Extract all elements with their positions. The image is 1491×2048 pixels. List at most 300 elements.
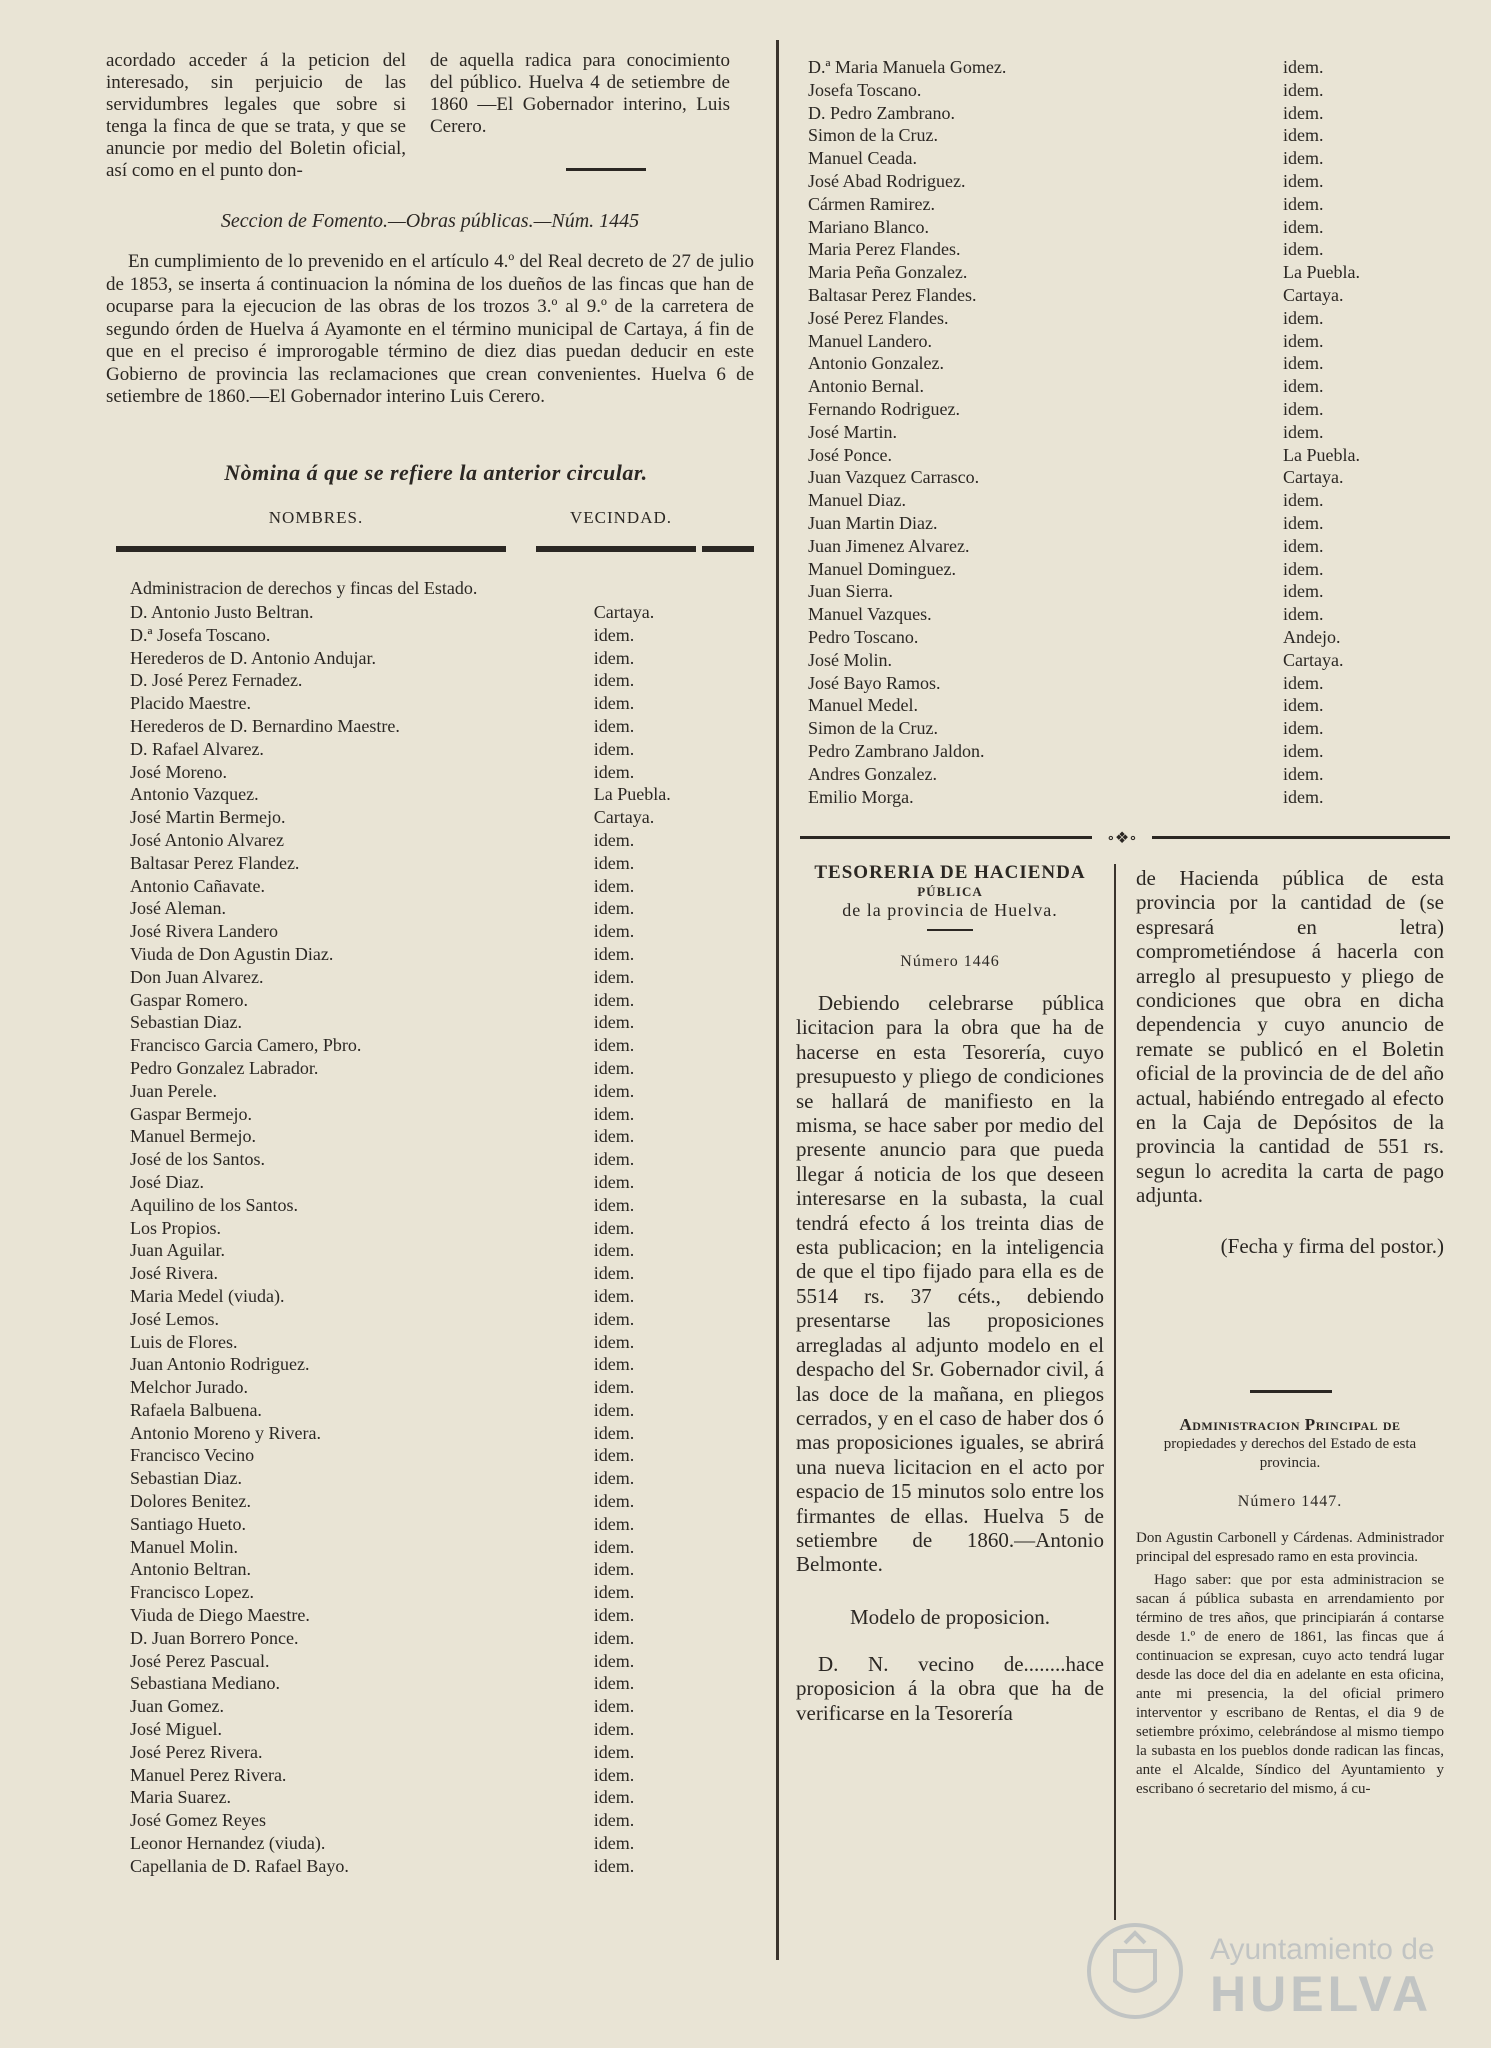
owner-name: José Martin Bermejo. — [130, 807, 286, 828]
tesoreria-subtitle2: de la provincia de Huelva. — [842, 900, 1058, 920]
list-item — [130, 1376, 750, 1399]
owner-vecindad: idem. — [593, 875, 635, 896]
nomina-section — [116, 460, 756, 552]
watermark-line1: Ayuntamiento de — [1210, 1933, 1435, 1966]
owner-vecindad: idem. — [1283, 490, 1324, 511]
list-item — [130, 1581, 750, 1604]
owner-vecindad: Cartaya. — [593, 602, 655, 622]
nomina-title: Nòmina á que se refiere la anterior circular. — [224, 460, 648, 485]
owner-name: Juan Perele. — [130, 1080, 217, 1101]
list-item — [130, 647, 750, 670]
owner-vecindad: idem. — [593, 1217, 635, 1238]
owner-name: Pedro Gonzalez Labrador. — [130, 1057, 319, 1078]
owner-vecindad: idem. — [593, 852, 635, 873]
column-divider — [776, 40, 779, 1960]
owner-vecindad: idem. — [593, 1764, 635, 1785]
owner-vecindad: idem. — [593, 898, 635, 919]
owner-name: Santiago Hueto. — [130, 1513, 246, 1534]
owner-name: José Rivera. — [130, 1263, 218, 1284]
owner-name: Simon de la Cruz. — [808, 718, 938, 739]
list-item — [130, 1490, 750, 1513]
owner-name: Sebastiana Mediano. — [130, 1673, 280, 1694]
list-item — [130, 783, 750, 806]
owner-vecindad: idem. — [1283, 421, 1324, 442]
owner-vecindad: idem. — [593, 1741, 635, 1762]
owner-name: Juan Gomez. — [130, 1696, 224, 1717]
owner-name: Juan Martin Diaz. — [808, 512, 938, 533]
owner-vecindad: idem. — [593, 1377, 635, 1398]
owner-name: José Antonio Alvarez — [130, 829, 284, 850]
owner-vecindad: La Puebla. — [1283, 262, 1360, 283]
owner-vecindad: idem. — [593, 670, 635, 691]
seccion-body: En cumplimiento de lo prevenido en el artículo 4.º del Real decreto de 27 de julio de 1853, se inserta á continuacion la nómina de los dueños de las fincas que han de ocuparse para la ejecucion de las obras de los trozos 3.º al 9.º de la carretera de segundo órden de Huelva á Ayamonte en el término municipal de Cartaya, á fin de que en el preciso é improrogable término de diez dias puedan deducir en este Gobierno de provincia las reclamaciones que crean convenientes. Huelva 6 de setiembre de 1860.—El Gobernador interino Luis Cerero. — [106, 251, 754, 407]
owner-vecindad: idem. — [593, 1445, 635, 1466]
owner-vecindad: idem. — [1283, 102, 1324, 123]
owner-name: Juan Antonio Rodriguez. — [130, 1354, 310, 1375]
owner-name: Antonio Bernal. — [808, 376, 924, 397]
owner-name: José Miguel. — [130, 1719, 222, 1740]
list-item — [130, 738, 750, 761]
list-item — [130, 1764, 750, 1787]
list-item — [130, 669, 750, 692]
owner-vecindad: idem. — [593, 1422, 635, 1443]
list-item — [808, 238, 1448, 261]
list-item — [130, 920, 750, 943]
owner-vecindad: idem. — [1283, 718, 1324, 739]
list-item — [808, 193, 1448, 216]
owner-vecindad: idem. — [593, 1285, 635, 1306]
owner-name: Pedro Zambrano Jaldon. — [808, 740, 985, 761]
owner-vecindad: idem. — [593, 1263, 635, 1284]
owner-vecindad: idem. — [593, 1354, 635, 1375]
modelo-continuation — [1136, 866, 1444, 1259]
rule-nombres — [116, 546, 506, 552]
owner-name: Antonio Vazquez. — [130, 784, 259, 805]
list-item — [808, 694, 1448, 717]
owner-name: Don Juan Alvarez. — [130, 966, 264, 987]
owner-name: Antonio Beltran. — [130, 1559, 251, 1580]
owner-name: Simon de la Cruz. — [808, 125, 938, 146]
list-item — [130, 1627, 750, 1650]
owner-name: José Martin. — [808, 421, 897, 442]
list-item — [808, 79, 1448, 102]
list-item — [808, 398, 1448, 421]
list-item — [130, 1080, 750, 1103]
owner-vecindad: idem. — [593, 1627, 635, 1648]
list-item — [808, 444, 1448, 467]
watermark-line2: HUELVA — [1210, 1966, 1433, 2022]
owner-vecindad: idem. — [593, 1149, 635, 1170]
continuation-col2: de aquella radica para conocimiento del público. Huelva 4 de setiembre de 1860 —El Gobernador interino, Luis Cerero. — [430, 50, 730, 137]
owner-vecindad: idem. — [593, 1012, 635, 1033]
watermark-logo — [1085, 1915, 1465, 2025]
list-item — [130, 692, 750, 715]
owner-name: Viuda de Diego Maestre. — [130, 1605, 310, 1626]
list-item — [130, 829, 750, 852]
owner-vecindad: idem. — [593, 1080, 635, 1101]
owner-vecindad: idem. — [593, 1559, 635, 1580]
owner-name: Leonor Hernandez (viuda). — [130, 1833, 326, 1854]
list-item — [808, 558, 1448, 581]
tesoreria-subtitle: PÚBLICA — [917, 884, 983, 899]
owner-name: D.ª Maria Manuela Gomez. — [808, 57, 1007, 77]
owner-vecindad: idem. — [593, 1103, 635, 1124]
list-item — [808, 489, 1448, 512]
inner-column-divider — [1114, 864, 1116, 1920]
list-item — [130, 966, 750, 989]
owner-vecindad: idem. — [1283, 193, 1324, 214]
list-item — [130, 1217, 750, 1240]
owner-name: Gaspar Bermejo. — [130, 1103, 252, 1124]
owner-name: Maria Perez Flandes. — [808, 239, 961, 260]
owner-name: José de los Santos. — [130, 1149, 265, 1170]
list-item — [130, 1718, 750, 1741]
owner-vecindad: idem. — [1283, 558, 1324, 579]
list-item — [130, 1513, 750, 1536]
owner-vecindad: idem. — [1283, 239, 1324, 260]
continuation-col1: acordado acceder á la peticion del interesado, sin perjuicio de las servidumbres legales que sobre si tenga la finca de que se trata, y que se anuncie por medio del Boletin oficial, así como en el punto don- — [106, 50, 406, 181]
owner-vecindad: idem. — [1283, 398, 1324, 419]
list-item — [130, 1604, 750, 1627]
header-vecindad: VECINDAD. — [569, 508, 673, 527]
list-item — [808, 580, 1448, 603]
header-nombres: NOMBRES. — [268, 508, 364, 527]
list-item — [130, 1285, 750, 1308]
owner-vecindad: La Puebla. — [1283, 444, 1360, 465]
owner-vecindad: idem. — [1283, 512, 1324, 533]
owner-name: Herederos de D. Antonio Andujar. — [130, 647, 376, 668]
owner-name: José Perez Pascual. — [130, 1650, 270, 1671]
owner-name: Sebastian Diaz. — [130, 1012, 242, 1033]
owner-name: Manuel Landero. — [808, 330, 932, 351]
owner-vecindad: idem. — [593, 624, 635, 645]
owner-name: Juan Vazquez Carrasco. — [808, 467, 980, 488]
list-item — [808, 261, 1448, 284]
list-item — [130, 852, 750, 875]
owner-vecindad: idem. — [1283, 216, 1324, 237]
owner-name: José Bayo Ramos. — [808, 672, 941, 693]
owner-name: Capellania de D. Rafael Bayo. — [130, 1855, 349, 1876]
owner-vecindad: idem. — [1283, 581, 1324, 602]
owner-name: Maria Suarez. — [130, 1787, 231, 1808]
list-item — [808, 352, 1448, 375]
owner-vecindad: idem. — [1283, 695, 1324, 716]
owner-vecindad: idem. — [593, 647, 635, 668]
list-item — [808, 603, 1448, 626]
owner-vecindad: La Puebla. — [593, 784, 671, 805]
owner-name: José Rivera Landero — [130, 921, 278, 942]
owner-vecindad: idem. — [593, 1787, 635, 1808]
owner-name: Juan Jimenez Alvarez. — [808, 535, 970, 556]
owner-name: Manuel Diaz. — [808, 490, 906, 511]
owner-name: Francisco Lopez. — [130, 1582, 254, 1603]
rule-vecindad — [536, 546, 696, 552]
list-item — [130, 715, 750, 738]
administracion-numero: Número 1447. — [1237, 1493, 1343, 1510]
ornament-center: ∘❖∘ — [1092, 828, 1152, 846]
list-item — [130, 897, 750, 920]
list-item — [130, 1262, 750, 1285]
list-item — [808, 170, 1448, 193]
owner-vecindad: idem. — [593, 715, 635, 736]
short-divider-2 — [1250, 1390, 1332, 1393]
owner-vecindad: idem. — [1283, 376, 1324, 397]
owner-name: José Gomez Reyes — [130, 1810, 266, 1831]
owner-name: Dolores Benitez. — [130, 1491, 251, 1512]
list-item — [130, 1444, 750, 1467]
tesoreria-body: Debiendo celebrarse pública licitacion para la obra que ha de hacerse en esta Tesorería, cuyo presupuesto y pliego de condiciones se hallará de manifiesto en la misma, se hace saber por medio del presente anuncio para que pueda llegar á noticia de los que deseen interesarse en la subasta, la cual tendrá efecto á los treinta dias de esta publicacion; en la inteligencia de que el tipo fijado para ella es de 5514 rs. 37 céts., debiendo presentarse las proposiciones arregladas al adjunto modelo en el despacho del Sr. Gobernador civil, á las doce de la mañana, en pliegos cerrados, y en el caso de haber dos ó mas proposiciones iguales, se abrirá una nueva licitacion en el acto por espacio de 15 minutos solo entre los firmantes de ellas. Huelva 5 de setiembre de 1860.—Antonio Belmonte. — [796, 991, 1104, 1577]
list-item — [130, 1536, 750, 1559]
owner-vecindad: idem. — [593, 1696, 635, 1717]
tesoreria-rule — [927, 929, 973, 931]
list-item — [130, 1695, 750, 1718]
owner-vecindad: idem. — [593, 761, 635, 782]
seal-icon — [1085, 1921, 1185, 2021]
owner-name: Manuel Dominguez. — [808, 558, 956, 579]
list-item — [130, 1809, 750, 1832]
list-item — [808, 216, 1448, 239]
owner-vecindad: idem. — [593, 1833, 635, 1854]
owner-vecindad: idem. — [1283, 148, 1324, 169]
list-item — [808, 535, 1448, 558]
list-item — [808, 626, 1448, 649]
administracion-block — [1136, 1414, 1444, 1799]
owner-name: Herederos de D. Bernardino Maestre. — [130, 715, 400, 736]
owner-vecindad: Andejo. — [1283, 626, 1341, 647]
list-item — [808, 786, 1448, 809]
owner-vecindad: idem. — [593, 921, 635, 942]
owner-name: Viuda de Don Agustin Diaz. — [130, 943, 334, 964]
list-item — [130, 1103, 750, 1126]
owner-vecindad: idem. — [593, 943, 635, 964]
modelo-continuation-body: de Hacienda pública de esta provincia por la cantidad de (se espresará en letra) comprometiéndose á hacerla con arreglo al presupuesto y pliego de condiciones que obra en dicha dependencia y cuyo anuncio de remate se publicó en el Boletin oficial de la provincia de de del año actual, habiéndo entregado al efecto en la Caja de Depósitos de la provincia la cantidad de 551 rs. segun lo acredita la carta de pago adjunta. — [1136, 866, 1444, 1208]
owner-vecindad: idem. — [593, 989, 635, 1010]
nomina-header-rules — [116, 546, 756, 552]
owner-vecindad: idem. — [1283, 740, 1324, 761]
owner-vecindad: idem. — [593, 1126, 635, 1147]
list-item — [130, 1558, 750, 1581]
list-item — [808, 330, 1448, 353]
list-item — [808, 284, 1448, 307]
owner-name: Fernando Rodriguez. — [808, 398, 960, 419]
list-item — [808, 102, 1448, 125]
list-item — [130, 1239, 750, 1262]
tesoreria-numero: Número 1446 — [900, 953, 1000, 970]
owner-name: Maria Medel (viuda). — [130, 1285, 285, 1306]
owner-name: D. Antonio Justo Beltran. — [130, 602, 314, 622]
list-item — [130, 1125, 750, 1148]
owner-vecindad: idem. — [1283, 763, 1324, 784]
owner-name: Cármen Ramirez. — [808, 193, 935, 214]
owner-name: Juan Aguilar. — [130, 1240, 225, 1261]
owner-vecindad: idem. — [593, 1171, 635, 1192]
owner-name: Manuel Vazques. — [808, 604, 932, 625]
list-item — [808, 375, 1448, 398]
owner-vecindad: idem. — [593, 1468, 635, 1489]
owner-vecindad: idem. — [1283, 535, 1324, 556]
owner-name: Francisco Vecino — [130, 1445, 255, 1466]
owner-name: José Perez Flandes. — [808, 307, 949, 328]
owner-vecindad: idem. — [593, 738, 635, 759]
list-item — [130, 1650, 750, 1673]
owner-vecindad: idem. — [593, 966, 635, 987]
owner-name: Sebastian Diaz. — [130, 1468, 242, 1489]
owner-vecindad: idem. — [593, 1240, 635, 1261]
owner-vecindad: idem. — [593, 1650, 635, 1671]
owner-name: Aquilino de los Santos. — [130, 1194, 299, 1215]
owner-vecindad: idem. — [593, 1308, 635, 1329]
list-item — [130, 1672, 750, 1695]
list-item — [808, 124, 1448, 147]
owner-name: Francisco Garcia Camero, Pbro. — [130, 1035, 362, 1056]
owner-name: José Ponce. — [808, 444, 892, 465]
owner-name: D.ª Josefa Toscano. — [130, 624, 271, 645]
owner-vecindad: idem. — [593, 1810, 635, 1831]
list-item — [808, 740, 1448, 763]
owner-name: José Aleman. — [130, 898, 226, 919]
owner-name: Luis de Flores. — [130, 1331, 238, 1352]
list-item — [130, 1467, 750, 1490]
owner-vecindad: idem. — [593, 1057, 635, 1078]
list-item — [808, 763, 1448, 786]
administracion-subtitle: propiedades y derechos del Estado de esta provincia. — [1163, 1436, 1417, 1471]
owner-name: D. José Perez Fernadez. — [130, 670, 303, 691]
owner-name: Antonio Gonzalez. — [808, 353, 944, 374]
owner-name: Baltasar Perez Flandez. — [130, 852, 300, 873]
list-item — [130, 1331, 750, 1354]
list-item — [130, 1855, 750, 1878]
owner-name: Gaspar Romero. — [130, 989, 248, 1010]
list-item — [130, 1171, 750, 1194]
list-item — [130, 1308, 750, 1331]
modelo-signature: (Fecha y firma del postor.) — [1220, 1233, 1444, 1258]
list-item — [130, 1194, 750, 1217]
owner-vecindad: idem. — [593, 693, 635, 714]
owner-name: Antonio Moreno y Rivera. — [130, 1422, 321, 1443]
owner-vecindad: idem. — [593, 1035, 635, 1056]
owner-name: Juan Sierra. — [808, 581, 893, 602]
list-item — [130, 1011, 750, 1034]
modelo-body: D. N. vecino de........hace proposicion á la obra que ha de verificarse en la Tesorería — [796, 1651, 1104, 1725]
owner-vecindad: idem. — [593, 1536, 635, 1557]
owner-vecindad: idem. — [1283, 330, 1324, 351]
owner-name: D. Juan Borrero Ponce. — [130, 1627, 299, 1648]
list-item — [130, 989, 750, 1012]
list-item — [130, 1786, 750, 1809]
seccion-fomento — [106, 210, 754, 409]
seccion-title: Seccion de Fomento.—Obras públicas.—Núm. 1445 — [220, 210, 640, 232]
list-item — [808, 147, 1448, 170]
tesoreria-block — [796, 862, 1104, 1725]
list-item — [808, 672, 1448, 695]
owner-vecindad: idem. — [593, 1491, 635, 1512]
list-item — [808, 512, 1448, 535]
owner-name: Manuel Bermejo. — [130, 1126, 256, 1147]
owner-vecindad: idem. — [1283, 604, 1324, 625]
owner-name: Rafaela Balbuena. — [130, 1399, 262, 1420]
owner-name: Baltasar Perez Flandes. — [808, 284, 977, 305]
administracion-body: Hago saber: que por esta administracion se sacan á pública subasta en arrendamiento por término de tres años, que principiarán á contarse desde 1.º de enero de 1861, las fincas que á continuacion se expresan, cuyo acto tendrá lugar desde las doce del dia en adelante en esta oficina, ante mi presencia, la del oficial primero interventor y escribano de Rentas, el dia 9 de setiembre próximo, celebrándose al mismo tiempo la subasta en los pueblos donde radican las fincas, ante el Alcalde, Síndico del Ayuntamiento y escribano ó secretario del mismo, á cu- — [1136, 1572, 1444, 1797]
owner-name: Manuel Molin. — [130, 1536, 238, 1557]
owner-vecindad: idem. — [1283, 307, 1324, 328]
owner-vecindad — [594, 578, 750, 599]
owner-name: José Perez Rivera. — [130, 1741, 263, 1762]
owner-vecindad: idem. — [593, 1194, 635, 1215]
list-item — [130, 806, 750, 829]
owner-vecindad: idem. — [593, 1582, 635, 1603]
list-item — [808, 307, 1448, 330]
owner-vecindad: idem. — [593, 1331, 635, 1352]
list-item — [130, 601, 750, 624]
owner-vecindad: Cartaya. — [1283, 467, 1344, 488]
owner-vecindad: idem. — [593, 1399, 635, 1420]
owner-name: Mariano Blanco. — [808, 216, 929, 237]
nomina-list-left — [130, 578, 750, 1878]
nomina-list-right — [808, 56, 1448, 808]
owner-name: Administracion de derechos y fincas del Estado. — [130, 578, 478, 598]
owner-vecindad: idem. — [593, 1855, 635, 1876]
owner-name: Emilio Morga. — [808, 786, 914, 807]
owner-vecindad: idem. — [1283, 170, 1324, 191]
owner-name: D. Rafael Alvarez. — [130, 738, 264, 759]
owner-name: Melchor Jurado. — [130, 1377, 248, 1398]
administracion-title-text: Administracion Principal de — [1179, 1415, 1401, 1434]
owner-vecindad: idem. — [593, 1605, 635, 1626]
owner-vecindad: idem. — [1283, 57, 1324, 77]
owner-vecindad: idem. — [593, 1719, 635, 1740]
list-item — [130, 1741, 750, 1764]
owner-vecindad: idem. — [1283, 672, 1324, 693]
list-item — [130, 1422, 750, 1445]
list-item — [130, 624, 750, 647]
modelo-title: Modelo de proposicion. — [849, 1604, 1051, 1629]
short-divider — [566, 168, 646, 171]
list-item — [130, 761, 750, 784]
list-item — [130, 1057, 750, 1080]
owner-name: José Lemos. — [130, 1308, 219, 1329]
owner-name: Pedro Toscano. — [808, 626, 919, 647]
owner-vecindad: idem. — [593, 1673, 635, 1694]
owner-name: Antonio Cañavate. — [130, 875, 265, 896]
owner-name: Manuel Ceada. — [808, 148, 917, 169]
owner-vecindad: idem. — [1283, 79, 1324, 100]
owner-name: D. Pedro Zambrano. — [808, 102, 955, 123]
list-item — [130, 943, 750, 966]
owner-name: José Molin. — [808, 649, 893, 670]
list-item — [130, 875, 750, 898]
owner-name: Placido Maestre. — [130, 693, 251, 714]
administracion-intro: Don Agustin Carbonell y Cárdenas. Administrador principal del espresado ramo en esta provincia. — [1136, 1530, 1444, 1565]
owner-name: José Abad Rodriguez. — [808, 170, 966, 191]
owner-vecindad: Cartaya. — [1283, 284, 1344, 305]
list-item — [130, 1832, 750, 1855]
owner-name: José Diaz. — [130, 1171, 204, 1192]
nomina-headers — [116, 508, 756, 528]
owner-vecindad: idem. — [593, 1513, 635, 1534]
list-item — [808, 466, 1448, 489]
list-item — [808, 717, 1448, 740]
list-item — [130, 1148, 750, 1171]
owner-name: José Moreno. — [130, 761, 227, 782]
owner-vecindad: Cartaya. — [1283, 649, 1344, 670]
list-item — [130, 1399, 750, 1422]
owner-name: Manuel Perez Rivera. — [130, 1764, 287, 1785]
owner-name: Josefa Toscano. — [808, 79, 922, 100]
list-item — [808, 649, 1448, 672]
owner-name: Andres Gonzalez. — [808, 763, 937, 784]
list-item — [130, 578, 750, 599]
owner-name: Manuel Medel. — [808, 695, 918, 716]
